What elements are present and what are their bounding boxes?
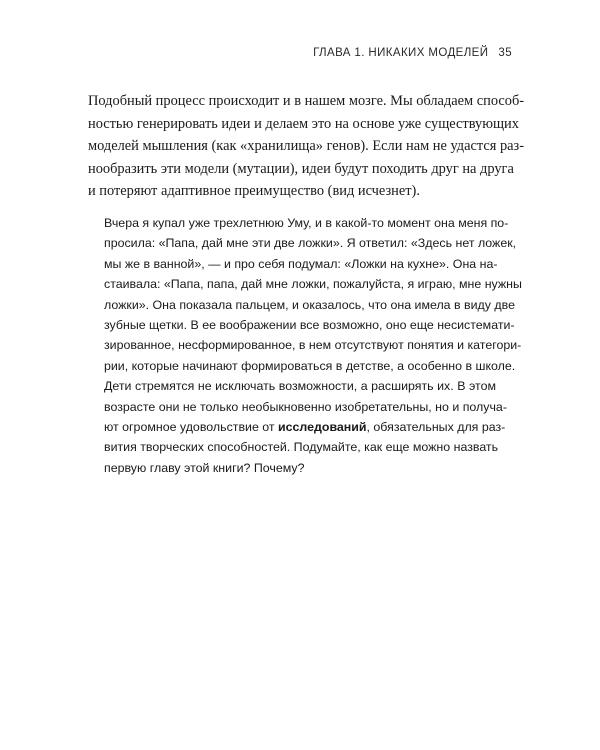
paragraph-line: и потеряют адаптивное преимущество (вид исчезнет). bbox=[88, 183, 420, 200]
story-line-with-emphasis bbox=[104, 417, 506, 437]
story-line: первую главу этой книги? Почему? bbox=[104, 460, 305, 475]
chapter-title: ГЛАВА 1. НИКАКИХ МОДЕЛЕЙ bbox=[313, 47, 489, 59]
story-line: ложки». Она показала пальцем, и оказалось, что она имела в виду две bbox=[104, 297, 515, 312]
story-line: зубные щетки. В ее воображении все возможно, оно еще несистемати- bbox=[104, 318, 515, 333]
story-line: возрасте они не только необыкновенно изобретательны, но и получа- bbox=[104, 399, 507, 414]
story-line: Дети стремятся не исключать возможности, а расширять их. В этом bbox=[104, 379, 496, 394]
paragraph-line: ностью генерировать идеи и делаем это на основе уже существующих bbox=[88, 115, 519, 132]
paragraph-line: Подобный процесс происходит и в нашем мозге. Мы обладаем способ- bbox=[88, 93, 525, 109]
paragraph-line: моделей мышления (как «хранилища» генов). Если нам не удастся раз- bbox=[88, 138, 524, 155]
story-line: Вчера я купал уже трехлетнюю Уму, и в какой-то момент она меня по- bbox=[104, 216, 509, 230]
story-line: зированное, несформированное, в нем отсутствуют понятия и категори- bbox=[104, 338, 522, 353]
story-line: стаивала: «Папа, папа, дай мне ложки, пожалуйста, я играю, мне нужны bbox=[104, 277, 522, 292]
paragraph-line: нообразить эти модели (мутации), идеи будут походить друг на друга bbox=[88, 160, 514, 177]
story-line: рии, которые начинают формироваться в детстве, а особенно в школе. bbox=[104, 358, 516, 373]
story-line-start: ют огромное удовольствие от bbox=[104, 420, 279, 435]
running-header bbox=[313, 47, 512, 59]
story-block bbox=[104, 213, 522, 478]
story-line: мы же в ванной», — и про себя подумал: «Ложки на кухне». Она на- bbox=[104, 256, 498, 271]
page-number: 35 bbox=[498, 47, 512, 59]
body-paragraph bbox=[88, 90, 525, 203]
story-line: вития творческих способностей. Подумайте, как еще можно назвать bbox=[104, 440, 499, 455]
story-line: просила: «Папа, дай мне эти две ложки». Я ответил: «Здесь нет ложек, bbox=[104, 236, 517, 251]
emphasis-word: исследований bbox=[278, 420, 367, 435]
story-line-end: , обязательных для раз- bbox=[366, 420, 506, 435]
